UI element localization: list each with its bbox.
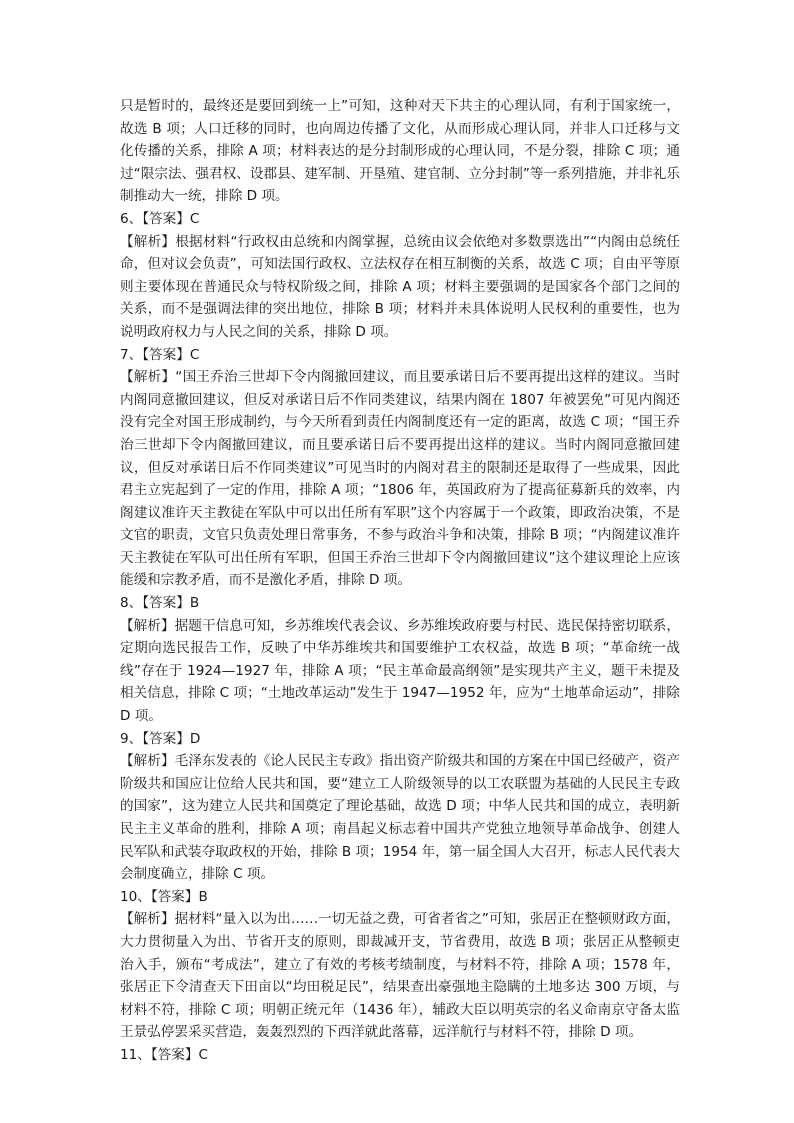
answer-q8: 8、【答案】B	[120, 595, 200, 612]
analysis-q7: 【解析】“国王乔治三世却下令内阁撤回建议，而且要承诺日后不要再提出这样的建议。当时内阁同意撤回建议，但反对承诺日后不作同类建议，结果内阁在 1807 年被罢免”可见内阁还没有完全对国王形成制约，与今天所看到责任内阁制度还有一定的距离，故选 C 项；“国王乔治三世却下令内阁撤回建议，而且要承诺日后不要再提出这样的建议。当时内阁同意撤回建议，但反对承诺日后不作同类建议”可见当时的内阁对君主的限制还是取得了一些成果，因此君主立宪起到了一定的作用，排除 A 项；“1806 年，英国政府为了提高征募新兵的效率，内阁建议准许天主教徒在军队中可以出任所有军职”这个内容属于一个政策，即政治决策，不是文官的职责，文官只负责处理日常事务，不参与政治斗争和决策，排除 B 项；“内阁建议准许天主教徒在军队可出任所有军职，但国王乔治三世却下令内阁撤回建议”这个建议理论上应该能缓和宗教矛盾，而不是激化矛盾，排除 D 项。	[120, 369, 680, 589]
answer-q7: 7、【答案】C	[120, 346, 200, 363]
analysis-q9: 【解析】毛泽东发表的《论人民民主专政》指出资产阶级共和国的方案在中国已经破产，资产阶级共和国应让位给人民共和国，要“建立工人阶级领导的以工农联盟为基础的人民民主专政的国家”，这为建立人民共和国奠定了理论基础，故选 D 项；中华人民共和国的成立，表明新民主主义革命的胜利，排除 A 项；南昌起义标志着中国共产党独立地领导革命战争、创建人民军队和武装夺取政权的开始，排除 B 项；1954 年，第一届全国人大召开，标志人民代表大会制度确立，排除 C 项。	[120, 753, 680, 883]
paragraph-q5-analysis-continued: 只是暂时的，最终还是要回到统一上”可知，这种对天下共主的心理认同，有利于国家统一，故选 B 项；人口迁移的同时，也向周边传播了文化，从而形成心理认同，并非人口迁移与文化传播的关系，排除 A 项；材料表达的是分封制形成的心理认同，不是分裂，排除 C 项；通过“限宗法、强君权、设郡县、建军制、开垦殖、建官制、立分封制”等一系列措施，并非礼乐制推动大一统，排除 D 项。	[120, 98, 680, 205]
document-body	[120, 95, 680, 1067]
answer-q6: 6、【答案】C	[120, 210, 200, 227]
answer-q10: 10、【答案】B	[120, 888, 208, 905]
analysis-q8: 【解析】据题干信息可知，乡苏维埃代表会议、乡苏维埃政府要与村民、选民保持密切联系，定期向选民报告工作，反映了中华苏维埃共和国要维护工农权益，故选 B 项；“革命统一战线”存在于 1924—1927 年，排除 A 项；“民主革命最高纲领”是实现共产主义，题干未提及相关信息，排除 C 项；“土地改革运动”发生于 1947—1952 年，应为“土地革命运动”，排除 D 项。	[120, 617, 680, 725]
analysis-q6: 【解析】根据材料“行政权由总统和内阁掌握，总统由议会依绝对多数票选出”“内阁由总统任命，但对议会负责”，可知法国行政权、立法权存在相互制衡的关系，故选 C 项；自由平等原则主要体现在普通民众与特权阶级之间，排除 A 项；材料主要强调的是国家各个部门之间的关系，而不是强调法律的突出地位，排除 B 项；材料并未具体说明人民权利的重要性，也为说明政府权力与人民之间的关系，排除 D 项。	[120, 233, 680, 340]
analysis-q10: 【解析】据材料“量入以为出……一切无益之费，可省者省之”可知，张居正在整顿财政方面，大力贯彻量入为出、节省开支的原则，即裁减开支，节省费用，故选 B 项；张居正从整顿吏治入手，颁布“考成法”，建立了有效的考核考绩制度，与材料不符，排除 A 项；1578 年，张居正下令清查天下田亩以“均田税足民”，结果查出豪强地主隐瞒的土地多达 300 万顷，与材料不符，排除 C 项；明朝正统元年（1436 年），辅政大臣以明英宗的名义命南京守备太监王景弘停罢采买营造，轰轰烈烈的下西洋就此落幕，远洋航行与材料不符，排除 D 项。	[120, 911, 680, 1041]
answer-q9: 9、【答案】D	[120, 730, 201, 747]
answer-q11: 11、【答案】C	[120, 1046, 208, 1063]
